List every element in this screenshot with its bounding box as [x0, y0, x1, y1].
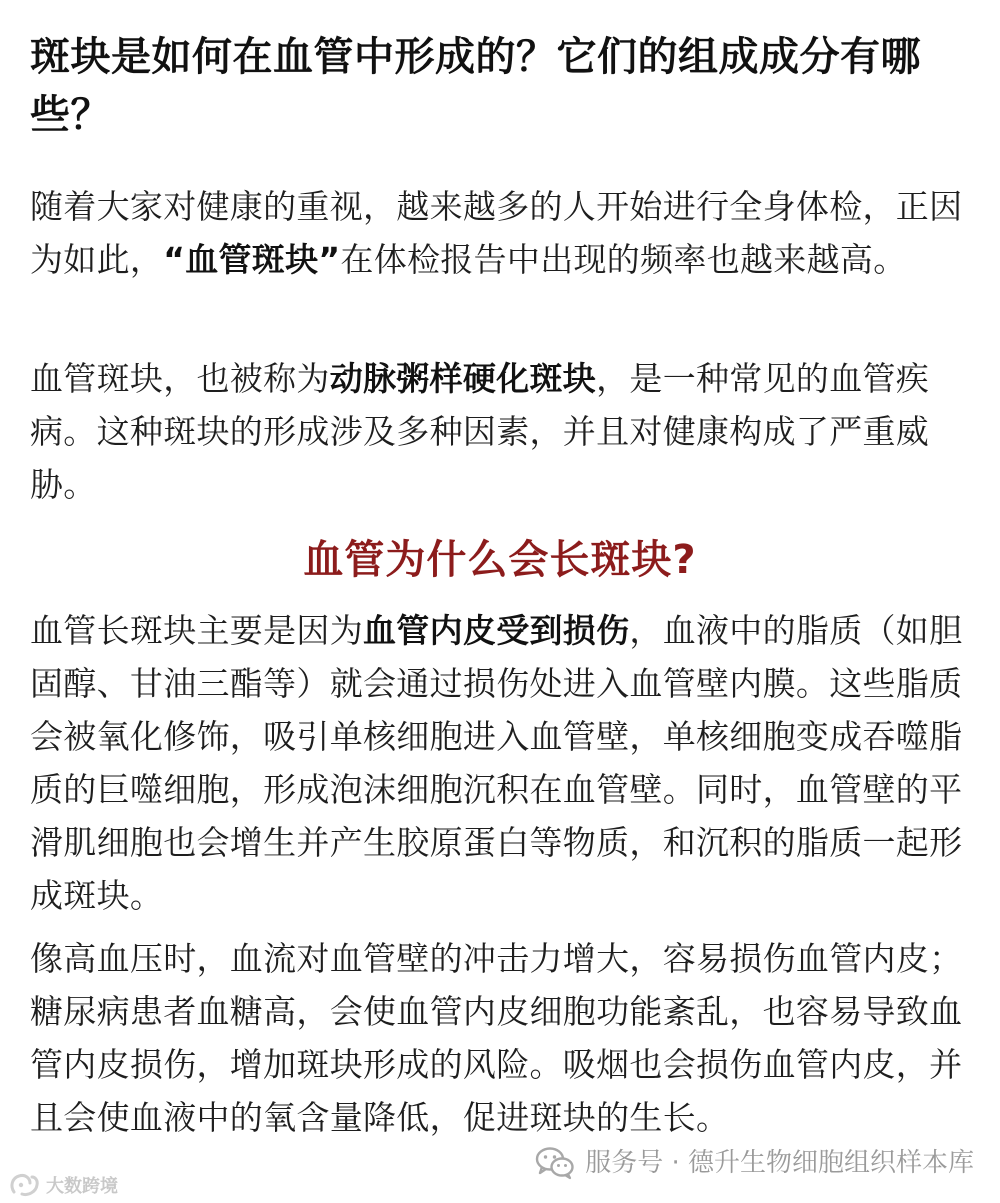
definition-text-before: 血管斑块，也被称为 [30, 359, 330, 398]
definition-text-after: ，是一种常见的血管疾病。这种斑块的形成涉及多种因素，并且对健康构成了严重威胁。 [30, 359, 930, 504]
definition-highlight: 动脉粥样硬化斑块 [329, 359, 597, 398]
cause-paragraph [30, 604, 975, 922]
cause-text-after: ，血液中的脂质（如胆固醇、甘油三酯等）就会通过损伤处进入血管壁内膜。这些脂质会被氧化修饰，吸引单核细胞进入血管壁，单核细胞变成吞噬脂质的巨噬细胞，形成泡沫细胞沉积在血管壁。同时，血管壁的平滑肌细胞也会增生并产生胶原蛋白等物质，和沉积的脂质一起形成斑块。 [30, 611, 963, 915]
cause-text-before: 血管长斑块主要是因为 [30, 611, 363, 650]
intro-text-after: 在体检报告中出现的频率也越来越高。 [340, 240, 907, 279]
watermark-text: 大数跨境 [46, 1176, 118, 1197]
intro-paragraph [30, 180, 975, 286]
brand-logo-icon [8, 1172, 42, 1198]
article-title: 斑块是如何在血管中形成的？它们的组成成分有哪些？ [30, 34, 921, 138]
footer-text: 服务号 · 德升生物细胞组织样本库 [585, 1148, 974, 1178]
section-heading: 血管为什么会长斑块? [303, 537, 697, 583]
intro-text-before: 随着大家对健康的重视，越来越多的人开始进行全身体检，正因为如此， [30, 187, 963, 279]
risk-factors-paragraph: 像高血压时，血流对血管壁的冲击力增大，容易损伤血管内皮；糖尿病患者血糖高，会使血管内皮细胞功能紊乱，也容易导致血管内皮损伤，增加斑块形成的风险。吸烟也会损伤血管内皮，并且会使血液中的氧含量降低，促进斑块的生长。 [30, 939, 963, 1137]
wechat-icon [535, 1146, 575, 1180]
footer-attribution[interactable] [535, 1143, 974, 1183]
definition-paragraph [30, 352, 975, 511]
cause-highlight: 血管内皮受到损伤 [363, 611, 630, 650]
watermark-logo [8, 1170, 118, 1200]
intro-highlight: “血管斑块” [163, 240, 341, 279]
